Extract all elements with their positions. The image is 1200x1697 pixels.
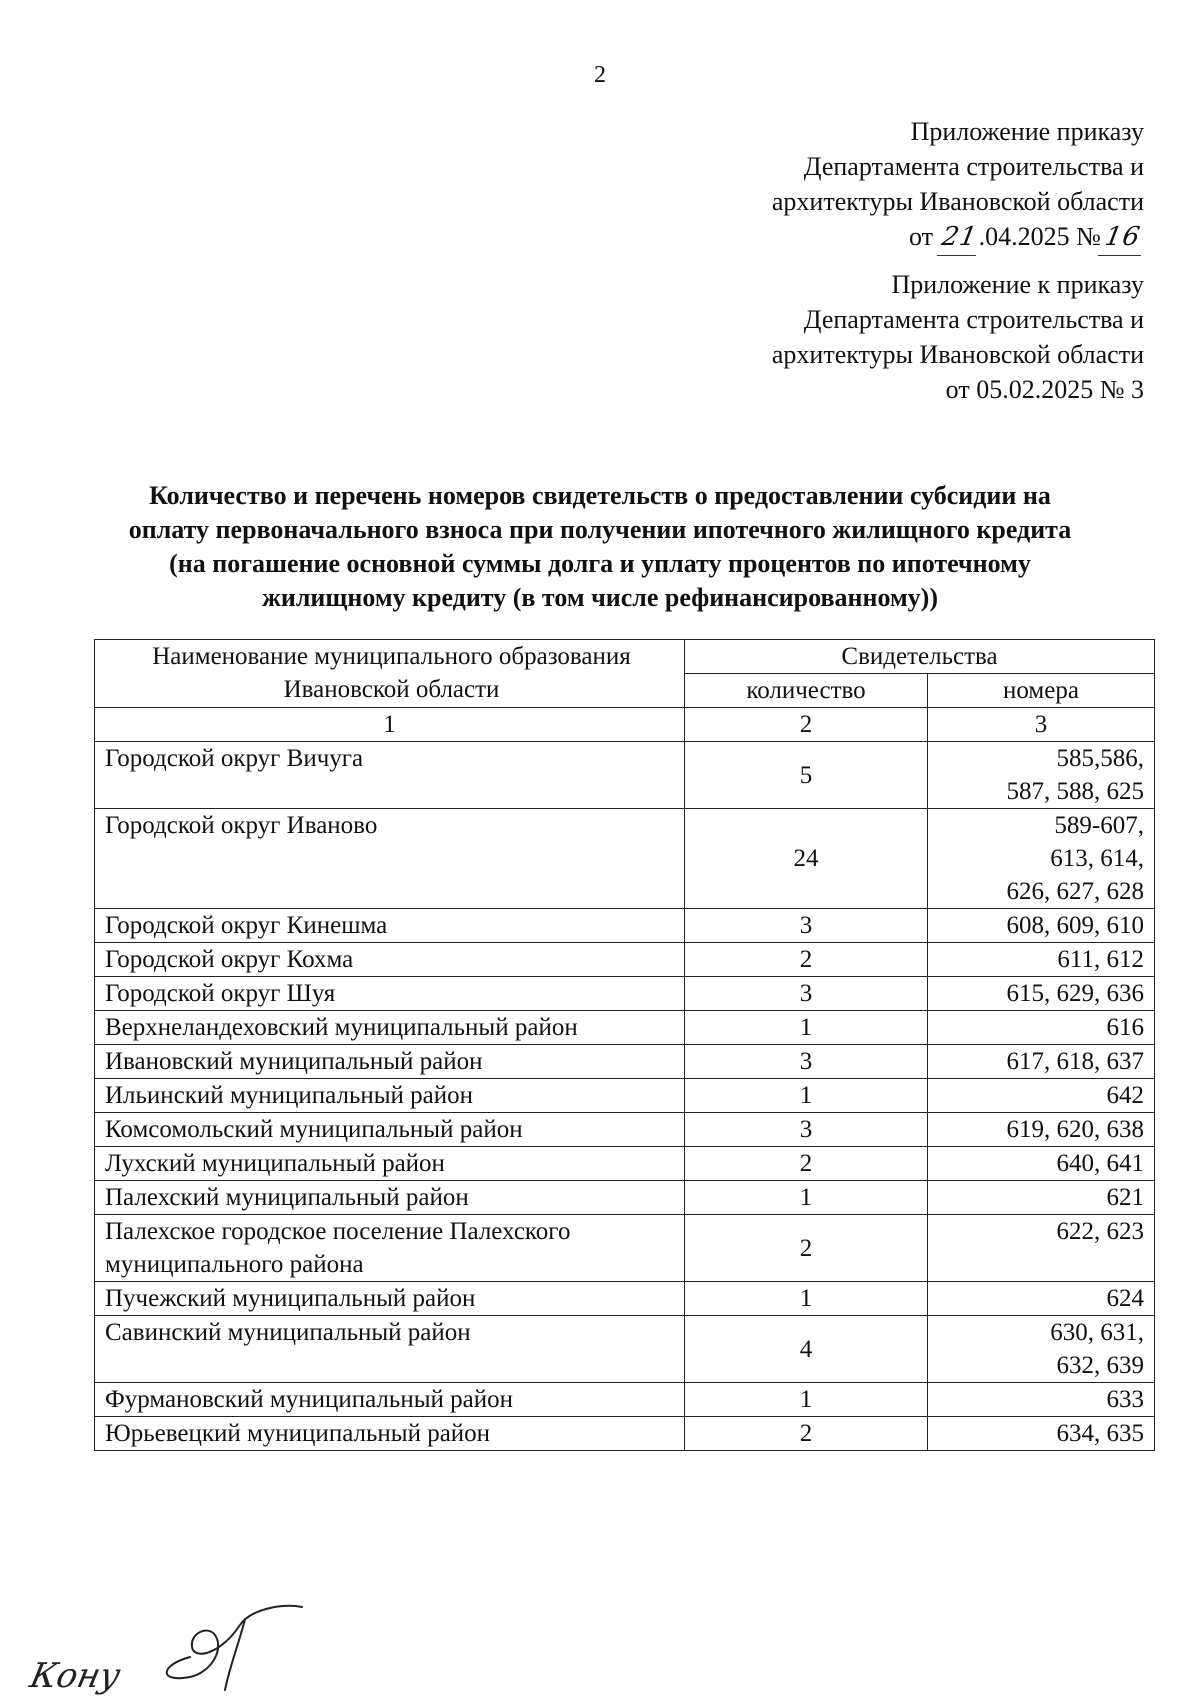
- count-cell: 3: [685, 1045, 928, 1079]
- header-line: Ивановской области: [283, 676, 500, 703]
- appendix-line: Департамента строительства и: [803, 305, 1144, 334]
- municipality-name-line: Ивановский муниципальный район: [105, 1048, 483, 1075]
- municipality-cell: [95, 1181, 685, 1215]
- municipality-name-line: Городской округ Вичуга: [105, 745, 364, 772]
- numbers-cell: [928, 977, 1155, 1011]
- numbers-cell: [928, 1113, 1155, 1147]
- numbers-cell: [928, 943, 1155, 977]
- appendix-line: Приложение к приказу: [891, 270, 1144, 299]
- municipality-cell: [95, 909, 685, 943]
- count-cell: 3: [685, 977, 928, 1011]
- table-row: [95, 1113, 1155, 1147]
- municipality-name-line: Палехское городское поселение Палехского: [105, 1218, 571, 1245]
- certificate-numbers-line: 634, 635: [1056, 1420, 1144, 1447]
- certificate-numbers-line: 615, 629, 636: [1006, 980, 1144, 1007]
- table-row: [95, 742, 1155, 809]
- municipality-cell: [95, 1045, 685, 1079]
- date-prefix: от: [908, 222, 933, 251]
- numbers-cell: [928, 909, 1155, 943]
- appendix-line: Департамента строительства и: [803, 152, 1144, 181]
- numbers-cell: [928, 1147, 1155, 1181]
- appendix-line: от 05.02.2025 № 3: [945, 375, 1144, 404]
- municipality-cell: [95, 943, 685, 977]
- municipality-name-line: Лухский муниципальный район: [105, 1150, 445, 1177]
- certificate-numbers-line: 616: [1106, 1014, 1144, 1041]
- header-municipality: [95, 640, 685, 708]
- count-cell: 2: [685, 1147, 928, 1181]
- table-row: [95, 977, 1155, 1011]
- table-row: [95, 1045, 1155, 1079]
- numbers-cell: [928, 1011, 1155, 1045]
- municipality-cell: [95, 1282, 685, 1316]
- numbers-cell: [928, 1417, 1155, 1451]
- count-cell: 2: [685, 1417, 928, 1451]
- appendix-header-original: [772, 267, 1144, 407]
- municipality-cell: [95, 977, 685, 1011]
- table-index-row: [95, 708, 1155, 742]
- count-cell: 4: [685, 1316, 928, 1383]
- signature-stroke: [167, 1606, 302, 1690]
- title-line: жилищному кредиту (в том числе рефинансированному)): [261, 583, 938, 612]
- table-row: [95, 909, 1155, 943]
- page-number: 2: [594, 62, 606, 88]
- table-row: [95, 809, 1155, 909]
- certificate-numbers-line: 622, 623: [1056, 1218, 1144, 1245]
- document-title: [60, 479, 1140, 615]
- municipality-cell: [95, 1383, 685, 1417]
- municipality-name-line: Верхнеландеховский муниципальный район: [105, 1014, 578, 1041]
- signature-initials: Кону: [26, 1656, 124, 1696]
- appendix-line: архитектуры Ивановской области: [771, 187, 1144, 216]
- numbers-cell: [928, 742, 1155, 809]
- numbers-cell: [928, 1383, 1155, 1417]
- title-line: (на погашение основной суммы долга и уплату процентов по ипотечному: [169, 549, 1031, 578]
- municipality-cell: [95, 1215, 685, 1282]
- municipality-name-line: Городской округ Шуя: [105, 980, 336, 1007]
- municipality-name-line: Палехский муниципальный район: [105, 1184, 469, 1211]
- count-cell: 1: [685, 1011, 928, 1045]
- table-row: [95, 1215, 1155, 1282]
- table-row: [95, 1011, 1155, 1045]
- municipality-name-line: Савинский муниципальный район: [105, 1319, 471, 1346]
- certificate-numbers-line: 587, 588, 625: [1006, 778, 1144, 805]
- certificate-numbers-line: 626, 627, 628: [1006, 878, 1144, 905]
- municipality-cell: [95, 1417, 685, 1451]
- municipality-cell: [95, 1079, 685, 1113]
- table-row: [95, 1282, 1155, 1316]
- count-cell: 1: [685, 1282, 928, 1316]
- certificate-numbers-line: 633: [1106, 1386, 1144, 1413]
- table-row: [95, 1147, 1155, 1181]
- header-count: количество: [685, 674, 928, 708]
- certificate-numbers-line: 589-607,: [1054, 812, 1144, 839]
- certificate-numbers-line: 640, 641: [1056, 1150, 1144, 1177]
- index-cell: 1: [95, 708, 685, 742]
- certificate-numbers-line: 611, 612: [1057, 946, 1144, 973]
- certificate-numbers-line: 642: [1106, 1082, 1144, 1109]
- numbers-cell: [928, 1079, 1155, 1113]
- municipality-name-line: Пучежский муниципальный район: [105, 1285, 476, 1312]
- count-cell: 3: [685, 1113, 928, 1147]
- certificate-numbers-line: 630, 631,: [1050, 1319, 1144, 1346]
- municipality-name-line: Городской округ Кинешма: [105, 912, 388, 939]
- municipality-cell: [95, 1147, 685, 1181]
- certificate-numbers-line: 624: [1106, 1285, 1144, 1312]
- appendix-header-current: [772, 114, 1144, 256]
- index-cell: 2: [685, 708, 928, 742]
- count-cell: 3: [685, 909, 928, 943]
- municipality-cell: [95, 1316, 685, 1383]
- certificate-numbers-line: 619, 620, 638: [1006, 1116, 1144, 1143]
- numbers-cell: [928, 1181, 1155, 1215]
- header-certificates: Свидетельства: [685, 640, 1155, 674]
- handwritten-signature: [26, 1595, 340, 1696]
- count-cell: 2: [685, 1215, 928, 1282]
- municipality-cell: [95, 1011, 685, 1045]
- handwritten-day: 21: [936, 220, 981, 256]
- municipality-cell: [95, 1113, 685, 1147]
- municipality-name-line: Фурмановский муниципальный район: [105, 1386, 513, 1413]
- table-row: [95, 1079, 1155, 1113]
- numbers-cell: [928, 1215, 1155, 1282]
- table-body: [95, 742, 1155, 1451]
- table-row: [95, 1316, 1155, 1383]
- certificates-table: [94, 639, 1155, 1451]
- count-cell: 1: [685, 1383, 928, 1417]
- municipality-cell: [95, 809, 685, 909]
- header-line: Наименование муниципального образования: [152, 643, 631, 670]
- table-header-row: [95, 640, 1155, 674]
- count-cell: 1: [685, 1181, 928, 1215]
- municipality-cell: [95, 742, 685, 809]
- title-line: Количество и перечень номеров свидетельств о предоставлении субсидии на: [149, 481, 1051, 510]
- date-rest: .04.2025 №: [978, 222, 1101, 251]
- certificate-numbers-line: 617, 618, 637: [1006, 1048, 1144, 1075]
- numbers-cell: [928, 1045, 1155, 1079]
- table-row: [95, 1417, 1155, 1451]
- appendix-line: Приложение приказу: [910, 117, 1144, 146]
- municipality-name-line: Юрьевецкий муниципальный район: [105, 1420, 491, 1447]
- count-cell: 2: [685, 943, 928, 977]
- table-row: [95, 1181, 1155, 1215]
- numbers-cell: [928, 1282, 1155, 1316]
- numbers-cell: [928, 809, 1155, 909]
- certificate-numbers-line: 613, 614,: [1050, 845, 1144, 872]
- count-cell: 5: [685, 742, 928, 809]
- certificate-numbers-line: 632, 639: [1056, 1352, 1144, 1379]
- appendix-line: архитектуры Ивановской области: [771, 340, 1144, 369]
- municipality-name-line: Ильинский муниципальный район: [105, 1082, 474, 1109]
- handwritten-order-number: 16: [1098, 220, 1147, 256]
- title-line: оплату первоначального взноса при получении ипотечного жилищного кредита: [128, 515, 1072, 544]
- certificate-numbers-line: 608, 609, 610: [1006, 912, 1144, 939]
- table-row: [95, 943, 1155, 977]
- table-row: [95, 1383, 1155, 1417]
- appendix-date-line: [772, 219, 1144, 256]
- certificate-numbers-line: 585,586,: [1056, 745, 1144, 772]
- index-cell: 3: [928, 708, 1155, 742]
- numbers-cell: [928, 1316, 1155, 1383]
- municipality-name-line: муниципального района: [105, 1251, 364, 1278]
- municipality-name-line: Комсомольский муниципальный район: [105, 1116, 523, 1143]
- count-cell: 1: [685, 1079, 928, 1113]
- municipality-name-line: Городской округ Иваново: [105, 812, 378, 839]
- header-numbers: номера: [928, 674, 1155, 708]
- municipality-name-line: Городской округ Кохма: [105, 946, 354, 973]
- count-cell: 24: [685, 809, 928, 909]
- certificate-numbers-line: 621: [1106, 1184, 1144, 1211]
